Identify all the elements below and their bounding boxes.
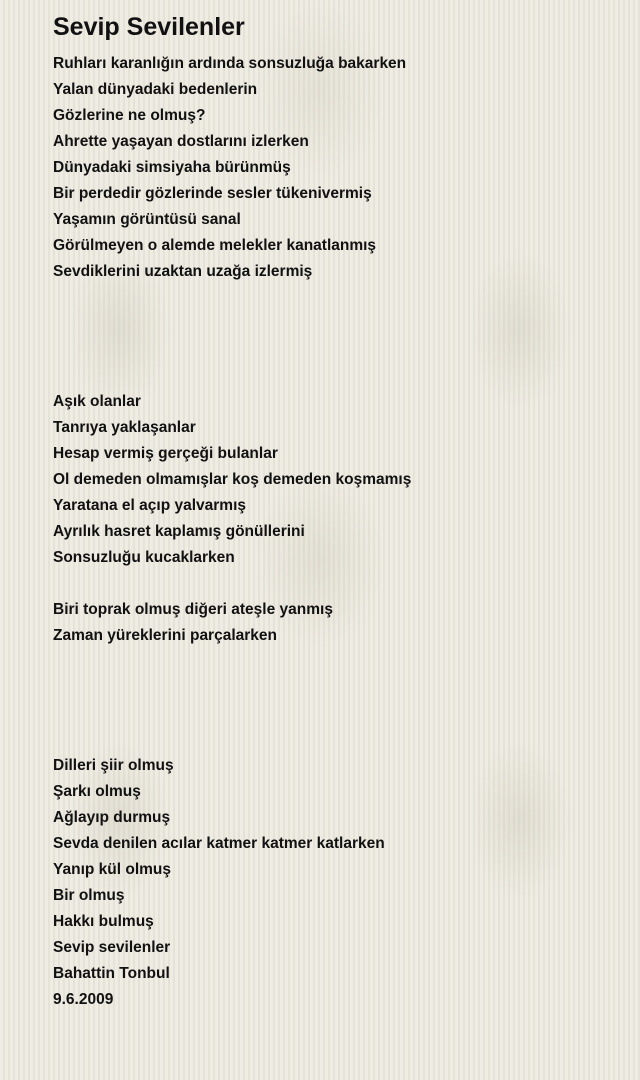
poem-line: Yalan dünyadaki bedenlerin (53, 81, 258, 98)
poem-line: Şarkı olmuş (53, 783, 141, 800)
poem-title: Sevip Sevilenler (53, 13, 245, 41)
poem-line: Bir perdedir gözlerinde sesler tükenivermiş (53, 185, 372, 202)
poem-line: Hakkı bulmuş (53, 913, 154, 930)
poem-line: Bir olmuş (53, 887, 125, 904)
poem-body (53, 51, 411, 1013)
stanza-gap (53, 285, 411, 389)
poem-line: Hesap vermiş gerçeği bulanlar (53, 445, 278, 462)
poem-line: Zaman yüreklerini parçalarken (53, 627, 278, 644)
poem-line: Biri toprak olmuş diğeri ateşle yanmış (53, 601, 333, 618)
poem-line: Sevip sevilenler (53, 939, 171, 956)
poem-line: Dilleri şiir olmuş (53, 757, 174, 774)
poem-line: Yaratana el açıp yalvarmış (53, 497, 247, 514)
poem-line: Ruhları karanlığın ardında sonsuzluğa bakarken (53, 55, 407, 72)
poem-line: Yanıp kül olmuş (53, 861, 171, 878)
poem-line: Sevda denilen acılar katmer katmer katlarken (53, 835, 385, 852)
poem-line: Görülmeyen o alemde melekler kanatlanmış (53, 237, 377, 254)
poem-line: Tanrıya yaklaşanlar (53, 419, 196, 436)
poem-line: Ol demeden olmamışlar koş demeden koşmamış (53, 471, 412, 488)
stanza-gap (53, 649, 411, 753)
poem-line: Ayrılık hasret kaplamış gönüllerini (53, 523, 305, 540)
poem-line: Ahrette yaşayan dostlarını izlerken (53, 133, 309, 150)
poem-author: Bahattin Tonbul (53, 965, 170, 982)
poem-line: Dünyadaki simsiyaha bürünmüş (53, 159, 291, 176)
poem-line: Sevdiklerini uzaktan uzağa izlermiş (53, 263, 313, 280)
poem-line: Aşık olanlar (53, 393, 141, 410)
poem-line: Sonsuzluğu kucaklarken (53, 549, 235, 566)
poem-line: Yaşamın görüntüsü sanal (53, 211, 241, 228)
poem-date: 9.6.2009 (53, 991, 114, 1008)
poem-line: Ağlayıp durmuş (53, 809, 171, 826)
poem-line: Gözlerine ne olmuş? (53, 107, 206, 124)
stanza-gap (53, 571, 411, 597)
